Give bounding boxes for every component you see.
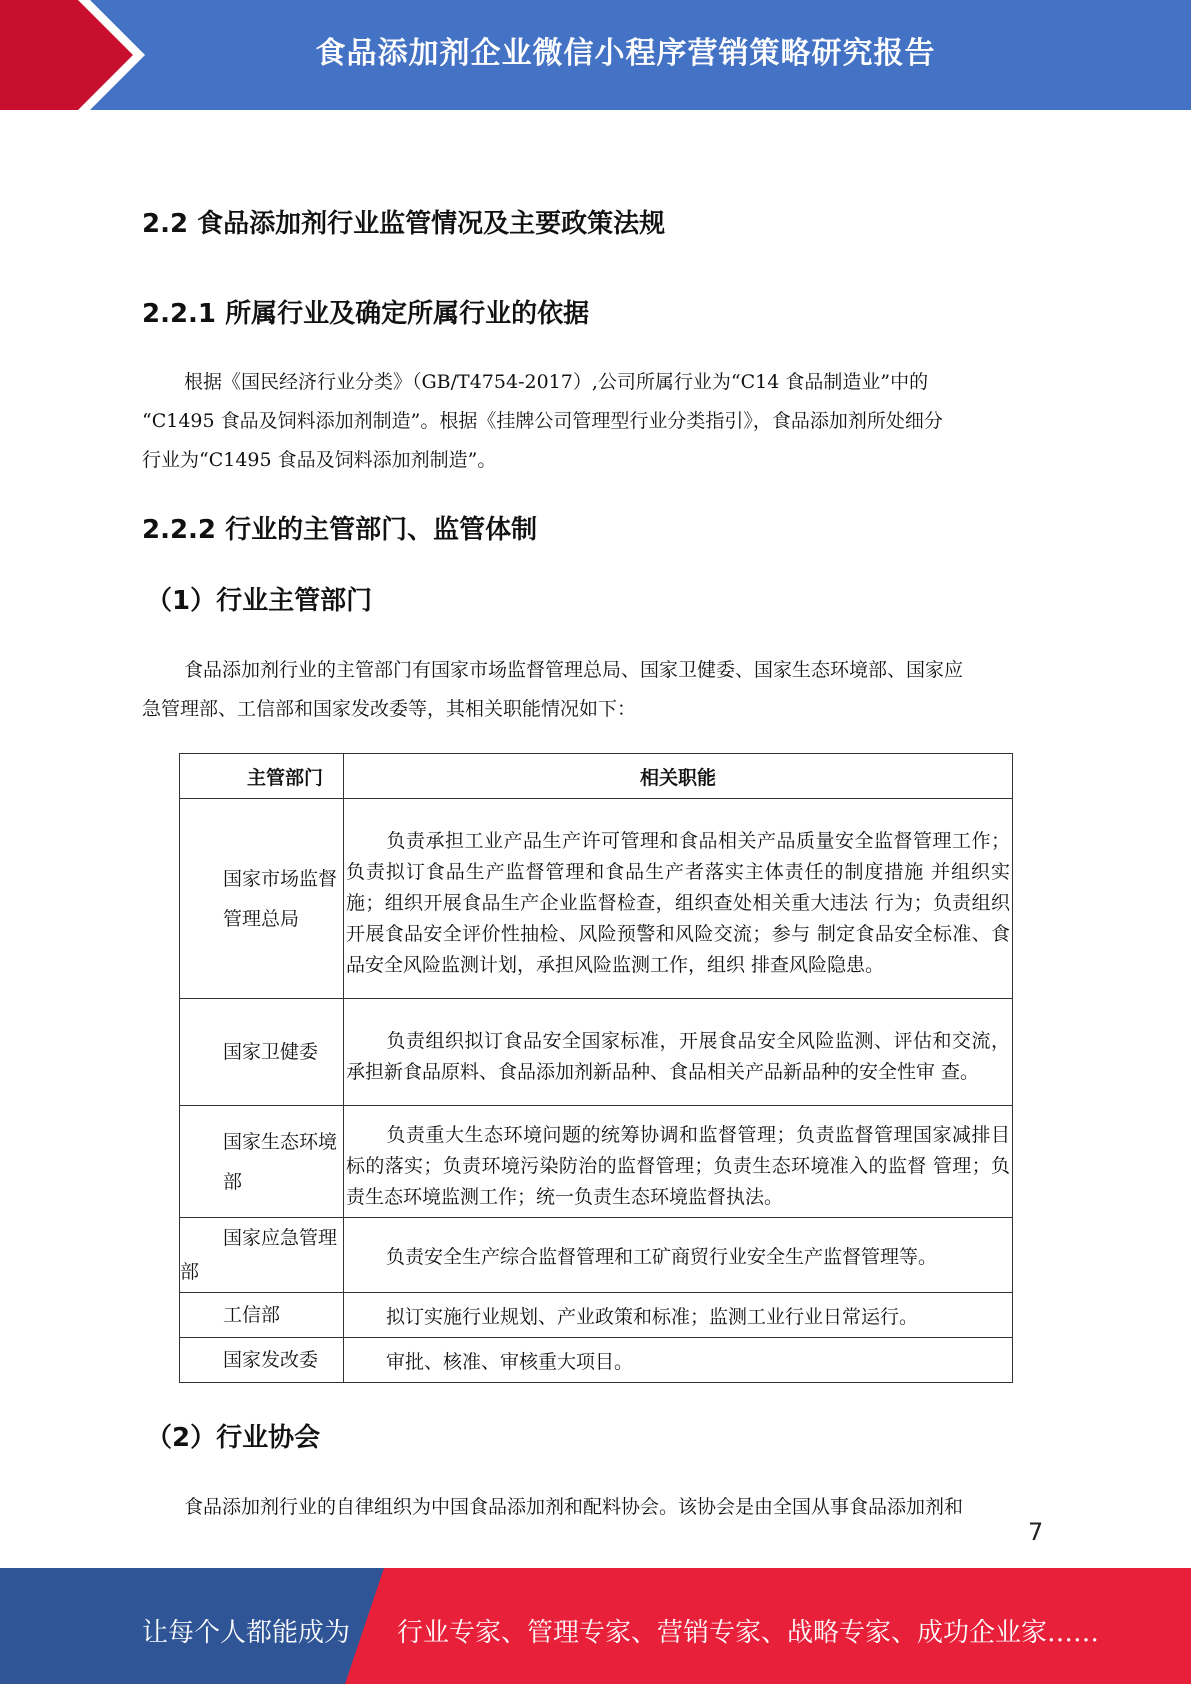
- department-name-line: 国家应急管理: [223, 1227, 338, 1249]
- report-title: 食品添加剂企业微信小程序营销策略研究报告: [315, 36, 936, 71]
- paragraph-industry-classification: [142, 363, 1047, 480]
- footer-slogan-right: 行业专家、管理专家、营销专家、战略专家、成功企业家……: [397, 1618, 1100, 1648]
- table-header-department: 主管部门: [180, 754, 344, 799]
- duty-cell: [344, 999, 1013, 1106]
- department-name-line: 国家生态环境: [223, 1130, 338, 1153]
- duty-text: 拟订实施行业规划、产业政策和标准；监测工业行业日常运行。: [386, 1305, 919, 1328]
- paragraph-industry-association: [142, 1488, 1047, 1527]
- table-row: [180, 799, 1013, 999]
- table-row: [180, 1338, 1013, 1383]
- department-name-line: 部: [223, 1170, 243, 1193]
- table-row: [180, 999, 1013, 1106]
- header-arrow-decoration: [0, 0, 170, 110]
- department-cell: [180, 1293, 344, 1338]
- department-name-line: 管理总局: [223, 907, 300, 930]
- table-row: [180, 1218, 1013, 1293]
- department-cell: [180, 1338, 344, 1383]
- duty-text: 负责组织拟订食品安全国家标准，开展食品安全风险监测、评估和交流，承担新食品原料、食品添加剂新品种、食品相关产品新品种的安全性审 查。: [346, 1030, 1010, 1083]
- duty-cell: [344, 1338, 1013, 1383]
- footer-slogan-left: 让每个人都能成为: [142, 1618, 351, 1648]
- duty-text: 负责安全生产综合监督管理和工矿商贸行业安全生产监督管理等。: [386, 1245, 938, 1268]
- section-heading-2-2: 2.2 食品添加剂行业监管情况及主要政策法规: [142, 209, 666, 239]
- paragraph-line: 食品添加剂行业的主管部门有国家市场监督管理总局、国家卫健委、国家生态环境部、国家应: [184, 659, 964, 681]
- paragraph-line: 食品添加剂行业的自律组织为中国食品添加剂和配料协会。该协会是由全国从事食品添加剂和: [184, 1496, 964, 1518]
- department-cell: [180, 999, 344, 1106]
- table-header-duties: 相关职能: [344, 754, 1013, 799]
- duty-cell: [344, 799, 1013, 999]
- subheading-competent-departments: （1）行业主管部门: [146, 586, 373, 616]
- duty-text: 负责承担工业产品生产许可管理和食品相关产品质量安全监督管理工作；负责拟订食品生产监督管理和食品生产者落实主体责任的制度措施 并组织实施；组织开展食品生产企业监督检查，组织查处相关重大违法 行为；负责组织开展食品安全评价性抽检、风险预警和风险交流；参与 制定食品安全标准、食品安全风险监测计划，承担风险监测工作，组织 排查风险隐患。: [346, 830, 1010, 976]
- page-header: [0, 0, 1191, 110]
- section-heading-2-2-1: 2.2.1 所属行业及确定所属行业的依据: [142, 299, 590, 329]
- departments-duties-table: [179, 753, 1013, 1383]
- department-name-line: 部: [180, 1261, 200, 1283]
- department-name-line: 国家卫健委: [223, 1041, 319, 1063]
- department-cell: [180, 1218, 344, 1293]
- table-header-row: [180, 754, 1013, 799]
- department-name-line: 国家发改委: [223, 1349, 319, 1371]
- duty-cell: [344, 1293, 1013, 1338]
- department-cell: [180, 799, 344, 999]
- paragraph-line: 行业为“C1495 食品及饲料添加剂制造”。: [142, 449, 497, 471]
- department-name-line: 工信部: [223, 1304, 281, 1326]
- paragraph-line: 根据《国民经济行业分类》（GB/T4754-2017）,公司所属行业为“C14 食品制造业”中的: [184, 371, 929, 393]
- duty-cell: [344, 1218, 1013, 1293]
- duty-cell: [344, 1106, 1013, 1218]
- duty-text: 审批、核准、审核重大项目。: [386, 1350, 634, 1373]
- paragraph-competent-departments: [142, 651, 1047, 729]
- department-cell: [180, 1106, 344, 1218]
- paragraph-line: 急管理部、工信部和国家发改委等，其相关职能情况如下：: [142, 698, 637, 720]
- duty-text: 负责重大生态环境问题的统筹协调和监督管理；负责监督管理国家减排目标的落实；负责环境污染防治的监督管理；负责生态环境准入的监督 管理；负责生态环境监测工作；统一负责生态环境监督执法。: [346, 1124, 1010, 1208]
- section-heading-2-2-2: 2.2.2 行业的主管部门、监管体制: [142, 515, 538, 545]
- table-row: [180, 1293, 1013, 1338]
- table-row: [180, 1106, 1013, 1218]
- page-footer: [0, 1568, 1191, 1684]
- page-number: 7: [1028, 1518, 1044, 1546]
- paragraph-line: “C1495 食品及饲料添加剂制造”。根据《挂牌公司管理型行业分类指引》，食品添加剂所处细分: [142, 410, 943, 432]
- subheading-industry-association: （2）行业协会: [146, 1423, 321, 1453]
- department-name-line: 国家市场监督: [223, 867, 338, 890]
